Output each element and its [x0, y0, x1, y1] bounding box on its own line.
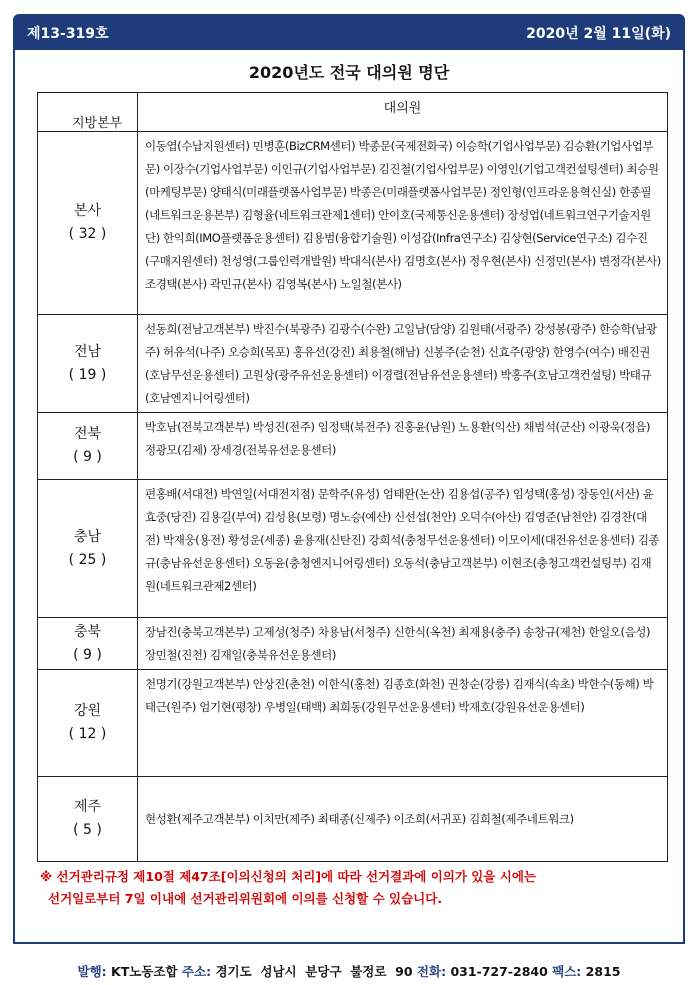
- region-name: 충북: [73, 623, 102, 640]
- region-cell: [38, 670, 138, 777]
- region-name: 충남: [73, 528, 102, 545]
- region-count: ( 5 ): [73, 822, 102, 838]
- region-cell: [38, 315, 138, 413]
- region-count: ( 9 ): [73, 449, 102, 465]
- region-name: 전북: [73, 426, 102, 442]
- issue-date: 2020년 2월 11일(화): [526, 26, 671, 42]
- publisher-name: KT노동조합: [111, 964, 178, 979]
- address-value: 경기도 성남시 분당구 불정로 90: [215, 964, 413, 979]
- header-region: 지방본부: [38, 93, 138, 132]
- address-label: 주소:: [181, 964, 212, 979]
- members-cell: 장남진(충북고객본부) 고제성(청주) 차용남(서청주) 신한식(옥천) 최재용(충주) 송창규(제천) 한일오(음성) 장민철(진천) 김재일(충북유선운용센터): [138, 618, 668, 670]
- region-name: 강원: [73, 703, 102, 719]
- phone-label: 전화:: [416, 964, 447, 979]
- region-cell: [38, 480, 138, 618]
- publisher-label: 발행:: [77, 964, 107, 979]
- document-title: 2020년도 전국 대의원 명단: [248, 63, 450, 82]
- region-count: ( 32 ): [68, 226, 107, 242]
- table-row: [38, 413, 668, 480]
- table-row: [38, 777, 668, 862]
- header-members: 대의원: [138, 93, 668, 132]
- members-cell: 천명기(강원고객본부) 안상진(춘천) 이한식(홍천) 김종호(화천) 권창순(강릉) 김재식(속초) 박한수(동해) 박태근(원주) 엄기현(평창) 우병일(태백) 최희동(강원무선운용센터) 박재호(강원유선운용센터): [138, 670, 668, 777]
- region-name: 제주: [73, 799, 102, 815]
- region-count: ( 12 ): [68, 726, 107, 742]
- phone-value: 031-727-2840: [450, 964, 548, 979]
- members-cell: 편홍배(서대전) 박연일(서대전지점) 문학주(유성) 엄태완(논산) 김용섭(공주) 임성택(홍성) 장동인(서산) 윤효중(당진) 김용길(부여) 김성용(보령) 명노승(예산) 신선섭(천안) 오덕수(아산) 김영준(남천안) 김경찬(대전) 박재웅(용전) 황성운(세종) 윤용재(신탄진) 강희석(충청무선운용센터) 이모이세(대전유선운용센터) 김종규(충남유선운용센터) 오동윤(충청엔지니어링센터) 오동석(충남고객본부) 이현조(충청고객컨설팅부) 김재원(네트워크관제2센터): [138, 480, 668, 618]
- region-cell: [38, 618, 138, 670]
- table-header-row: [38, 93, 668, 132]
- table-row: [38, 670, 668, 777]
- table-row: [38, 132, 668, 315]
- table-row: [38, 480, 668, 618]
- table-row: [38, 618, 668, 670]
- region-count: ( 19 ): [68, 366, 107, 383]
- notice-line-2: 선거일로부터 7일 이내에 선거관리위원회에 이의를 신청할 수 있습니다.: [48, 891, 443, 906]
- fax-label: 팩스:: [552, 964, 582, 979]
- table-row: [38, 315, 668, 413]
- region-cell: [38, 413, 138, 480]
- region-count: ( 9 ): [73, 646, 102, 663]
- issue-number: 제13-319호: [27, 26, 109, 42]
- delegate-table: [37, 92, 668, 862]
- newsletter-header: [13, 14, 685, 50]
- region-cell: [38, 777, 138, 862]
- region-count: ( 25 ): [68, 551, 107, 568]
- objection-notice: [40, 866, 660, 910]
- region-cell: [38, 132, 138, 315]
- region-name: 본사: [73, 203, 102, 219]
- members-cell: 이동엽(수납지원센터) 민병훈(BizCRM센터) 박종문(국제전화국) 이승학(기업사업부문) 김승환(기업사업부문) 이장수(기업사업부문) 이인규(기업사업부문) 김진철(기업사업부문) 이영인(기업고객컨설팅센터) 최승원(마케팅부문) 양태식(미래플랫폼사업부문) 박종은(미래플랫폼사업부문) 정인형(인프라운용혁신실) 한종필(네트워크운용본부) 김형율(네트워크관제1센터) 안이호(국제통신운용센터) 장성업(네트워크연구기술지원단) 한익희(IMO플랫폼운용센터) 김용범(융합기술원) 이성갑(Infra연구소) 김상현(Service연구소) 김수진(구매지원센터) 천성영(그룹인력개발원) 박대식(본사) 김명호(본사) 정우현(본사) 신정민(본사) 변정각(본사) 조경택(본사) 곽민규(본사) 김영복(본사) 노일철(본사): [138, 132, 668, 315]
- members-cell: 현성환(제주고객본부) 이치만(제주) 최태종(신제주) 이조희(서귀포) 김희철(제주네트워크): [138, 777, 668, 862]
- members-cell: 박호남(전북고객본부) 박성진(전주) 임정택(북전주) 진홍윤(남원) 노용환(익산) 채범석(군산) 이광욱(정읍) 정광모(김제) 장세경(전북유선운용센터): [138, 413, 668, 480]
- members-cell: 선동희(전남고객본부) 박진수(북광주) 김광수(수완) 고일남(담양) 김원태(서광주) 강성봉(광주) 한승학(남광주) 허유석(나주) 오승희(목포) 홍유선(강진) 최용철(해남) 신봉주(순천) 신효주(광양) 한영수(여수) 배진권(호남무선운용센터) 고원상(광주유선운용센터) 이경렬(전남유선운용센터) 박홍주(호남고객컨설팅) 박태규(호남엔지니어링센터): [138, 315, 668, 413]
- publisher-footer: [0, 962, 698, 980]
- region-name: 전남: [73, 343, 102, 360]
- fax-value: 2815: [585, 964, 621, 979]
- notice-line-1: ※ 선거관리규정 제10절 제47조[이의신청의 처리]에 따라 선거결과에 이의가 있을 시에는: [40, 869, 537, 884]
